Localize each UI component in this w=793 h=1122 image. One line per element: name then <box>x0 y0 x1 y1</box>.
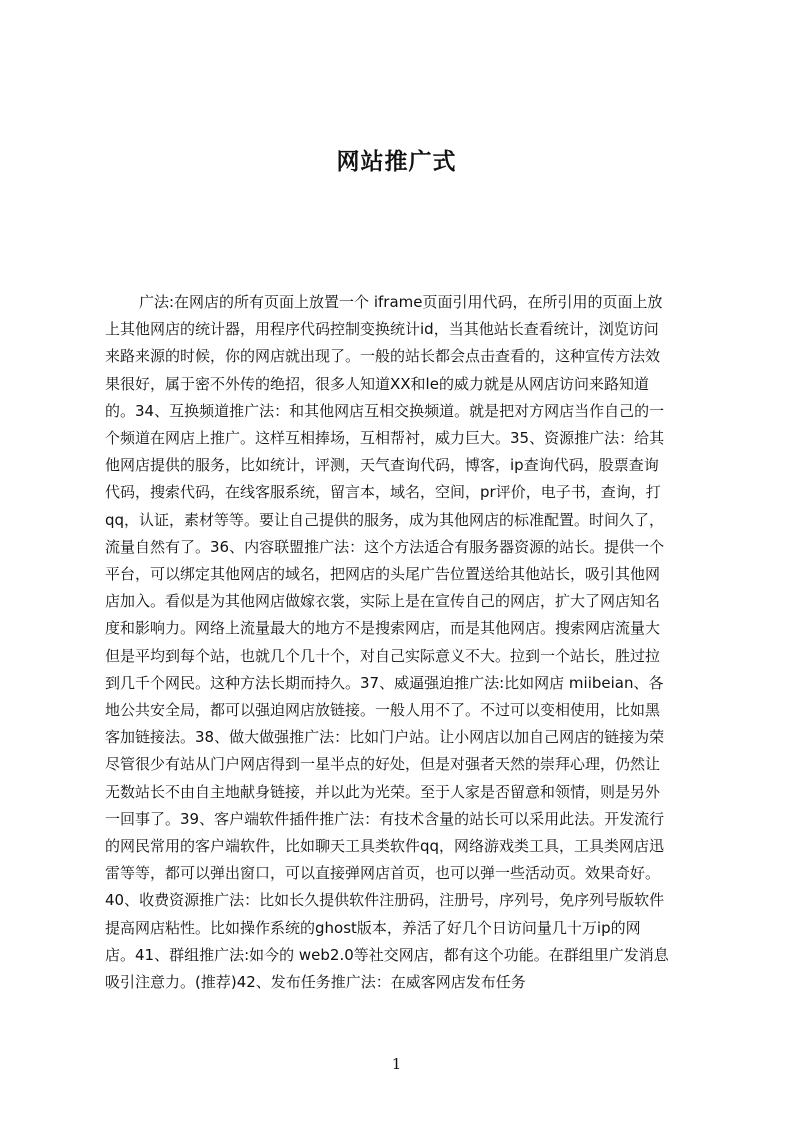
text-line: 吸引注意力。(推荐)42、发布任务推广法：在威客网店发布任务 <box>105 973 526 992</box>
text-line: 但是平均到每个站，也就几个几十个，对自己实际意义不大。拉到一个站长，胜过拉 <box>105 646 661 665</box>
text-line: 的。34、互换频道推广法：和其他网店互相交换频道。就是把对方网店当作自己的一 <box>105 401 665 420</box>
text-line: 个频道在网店上推广。这样互相捧场，互相帮衬，威力巨大。35、资源推广法：给其 <box>105 429 665 448</box>
text-line: qq，认证，素材等等。要让自己提供的服务，成为其他网店的标准配置。时间久了， <box>105 510 665 529</box>
text-line: 客加链接法。38、做大做强推广法：比如门户站。让小网店以加自己网店的链接为荣 <box>105 728 665 747</box>
text-line: 流量自然有了。36、内容联盟推广法：这个方法适合有服务器资源的站长。提供一个 <box>105 537 665 556</box>
text-line: 雷等等，都可以弹出窗口，可以直接弹网店首页，也可以弹一些活动页。效果奇好。 <box>105 864 661 883</box>
text-line: 果很好，属于密不外传的绝招，很多人知道XX和le的威力就是从网店访问来路知道 <box>105 374 649 393</box>
text-line: 度和影响力。网络上流量最大的地方不是搜索网店，而是其他网店。搜索网店流量大 <box>105 619 661 638</box>
page-number: 1 <box>391 1055 402 1073</box>
text-line: 尽管很少有站从门户网店得到一星半点的好处，但是对强者天然的崇拜心理，仍然让 <box>105 755 661 774</box>
text-line: 提高网店粘性。比如操作系统的ghost版本，养活了好几个日访问量几十万ip的网 <box>105 918 641 937</box>
text-line: 代码，搜索代码，在线客服系统，留言本，域名，空间，pr评价，电子书，查询，打 <box>105 483 661 502</box>
body-paragraph <box>105 289 695 996</box>
text-line: 40、收费资源推广法：比如长久提供软件注册码，注册号，序列号，免序列号版软件 <box>105 891 665 910</box>
text-line: 的网民常用的客户端软件，比如聊天工具类软件qq，网络游戏类工具，工具类网店迅 <box>105 837 665 856</box>
text-line: 一回事了。39、客户端软件插件推广法：有技术含量的站长可以采用此法。开发流行 <box>105 809 665 828</box>
text-line: 无数站长不由自主地献身链接，并以此为光荣。至于人家是否留意和领情，则是另外 <box>105 782 661 801</box>
text-line: 来路来源的时候，你的网店就出现了。一般的站长都会点击查看的，这种宣传方法效 <box>105 347 661 366</box>
text-line: 店加入。看似是为其他网店做嫁衣裳，实际上是在宣传自己的网店，扩大了网店知名 <box>105 592 661 611</box>
text-line: 店。41、群组推广法:如今的 web2.0等社交网店，都有这个功能。在群组里广发消息 <box>105 945 669 964</box>
text-line: 平台，可以绑定其他网店的域名，把网店的头尾广告位置送给其他站长，吸引其他网 <box>105 565 661 584</box>
text-line: 地公共安全局，都可以强迫网店放链接。一般人用不了。不过可以变相使用，比如黑 <box>105 701 661 720</box>
text-line: 上其他网店的统计器，用程序代码控制变换统计id，当其他站长查看统计，浏览访问 <box>105 320 659 339</box>
document-title: 网站推广式 <box>336 149 457 175</box>
text-line: 他网店提供的服务，比如统计，评测，天气查询代码，博客，ip查询代码，股票查询 <box>105 456 659 475</box>
text-line: 到几千个网民。这种方法长期而持久。37、威逼强迫推广法:比如网店 miibeian、各 <box>105 673 664 692</box>
text-line: 广法:在网店的所有页面上放置一个 iframe页面引用代码，在所引用的页面上放 <box>139 293 663 311</box>
